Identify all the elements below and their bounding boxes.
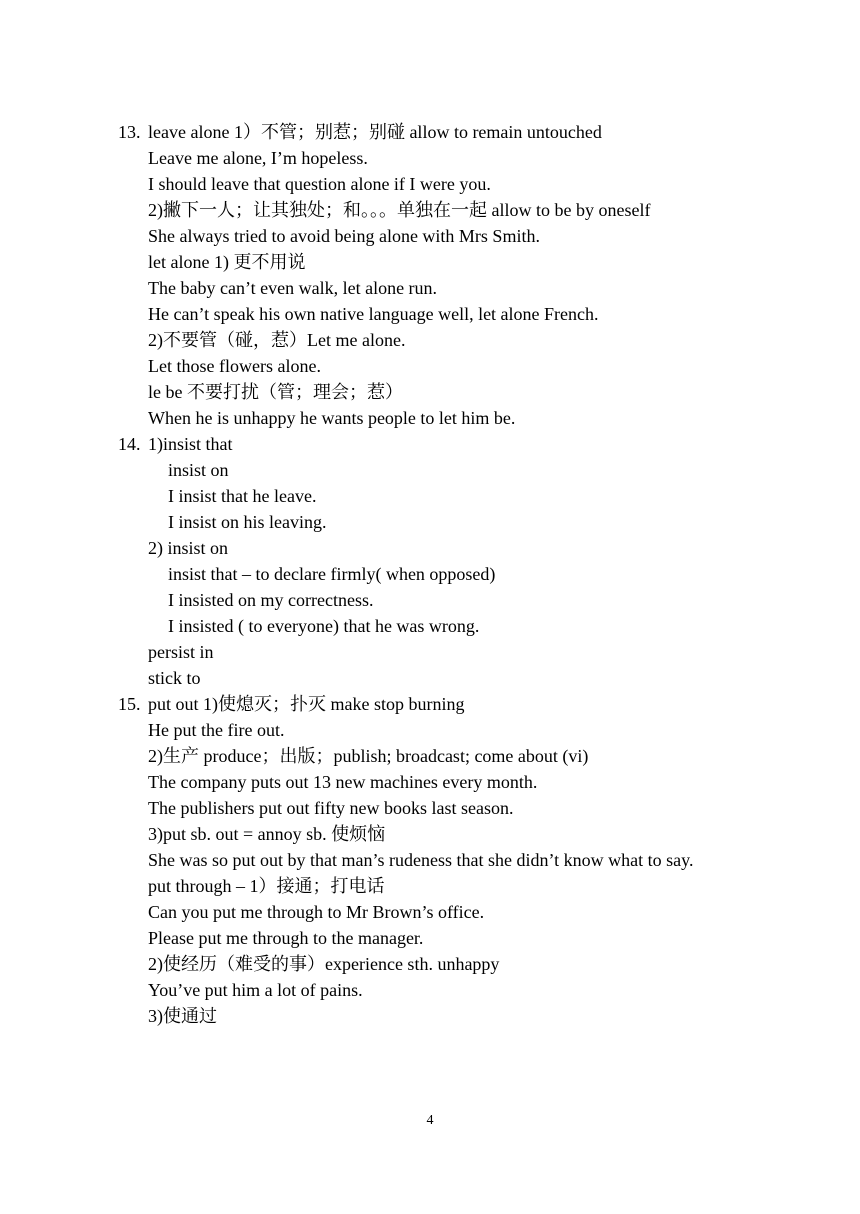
text-line: You’ve put him a lot of pains. — [148, 980, 363, 1000]
text-line: 1)insist that — [148, 434, 233, 454]
text-line: 3)put sb. out = annoy sb. 使烦恼 — [148, 824, 386, 844]
text-line: Can you put me through to Mr Brown’s office. — [148, 902, 485, 922]
text-line-wrapped: She was so put out by that man’s rudeness that she didn’t know what to say. — [148, 850, 694, 870]
text-line: put out 1)使熄灭；扑灭 make stop burning — [148, 694, 465, 714]
text-line: 2)撇下一人；让其独处；和。。。单独在一起 allow to be by oneself — [148, 200, 651, 220]
text-line: I insisted ( to everyone) that he was wrong. — [168, 616, 480, 636]
text-line: The baby can’t even walk, let alone run. — [148, 278, 438, 298]
text-line: I insisted on my correctness. — [168, 590, 374, 610]
text-line: leave alone 1）不管；别惹；别碰 allow to remain untouched — [148, 122, 602, 142]
text-line: insist that – to declare firmly( when opposed) — [168, 564, 496, 584]
text-line: 2) insist on — [148, 538, 229, 558]
text-line: He put the fire out. — [148, 720, 285, 740]
text-line: persist in — [148, 642, 214, 662]
text-line: I should leave that question alone if I were you. — [148, 174, 491, 194]
page-content — [118, 119, 742, 1029]
entry-14 — [118, 431, 742, 691]
entry-13 — [118, 119, 742, 431]
entry-15 — [118, 691, 742, 1029]
text-line: le be 不要打扰（管；理会；惹） — [148, 382, 403, 402]
text-line: She always tried to avoid being alone with Mrs Smith. — [148, 226, 540, 246]
page-number: 4 — [426, 1113, 434, 1128]
text-line: The company puts out 13 new machines every month. — [148, 772, 538, 792]
text-line: 2)使经历（难受的事）experience sth. unhappy — [148, 954, 500, 974]
text-line: When he is unhappy he wants people to let him be. — [148, 408, 516, 428]
text-line: let alone 1) 更不用说 — [148, 252, 306, 272]
text-line: I insist that he leave. — [168, 486, 317, 506]
text-line: 3)使通过 — [148, 1006, 217, 1026]
text-line: I insist on his leaving. — [168, 512, 327, 532]
text-line: Leave me alone, I’m hopeless. — [148, 148, 368, 168]
text-line: 2)生产 produce；出版；publish; broadcast; come about (vi) — [148, 746, 589, 766]
text-line: 2)不要管（碰，惹）Let me alone. — [148, 330, 406, 350]
text-line: stick to — [148, 668, 201, 688]
entry-number: 15. — [118, 694, 141, 714]
entry-number: 13. — [118, 122, 141, 142]
text-line: Please put me through to the manager. — [148, 928, 424, 948]
text-line: He can’t speak his own native language well, let alone French. — [148, 304, 599, 324]
entry-number: 14. — [118, 434, 141, 454]
text-line: Let those flowers alone. — [148, 356, 321, 376]
text-line: put through – 1）接通；打电话 — [148, 876, 385, 896]
text-line: The publishers put out fifty new books last season. — [148, 798, 514, 818]
text-line: insist on — [168, 460, 229, 480]
